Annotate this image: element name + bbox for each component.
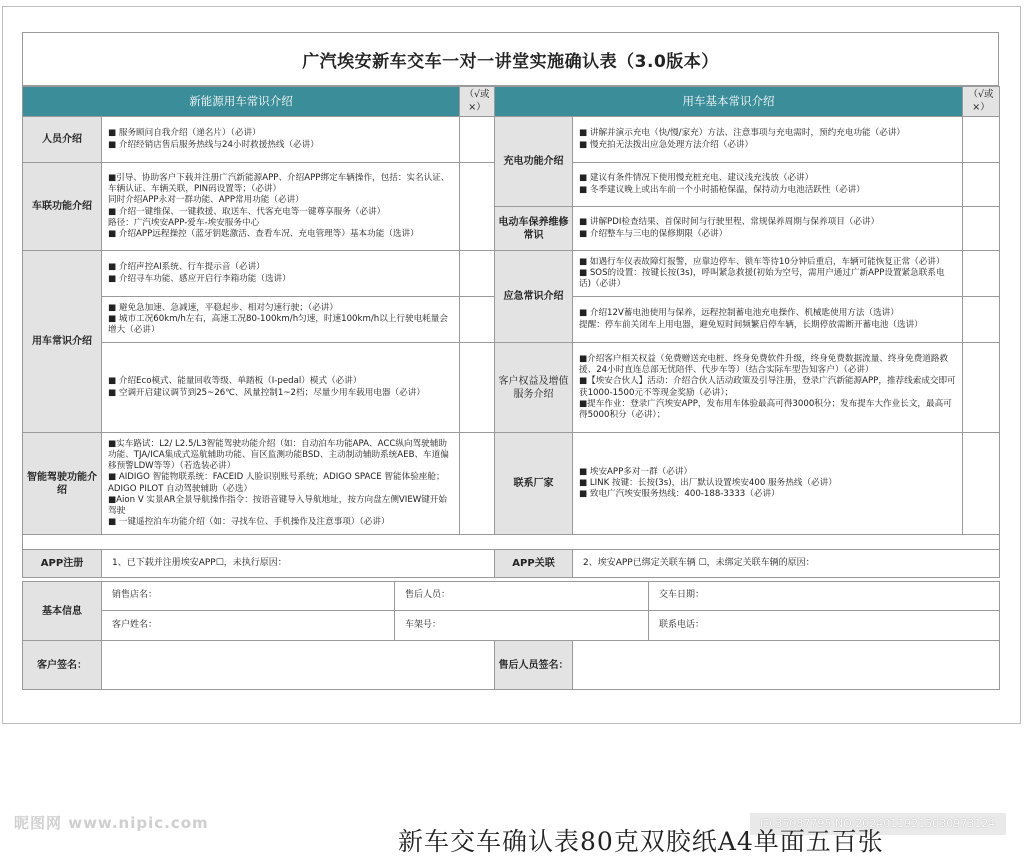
after-sales-signature-field[interactable] bbox=[573, 641, 1000, 690]
label-emergency: 应急常识介绍 bbox=[495, 251, 573, 343]
check-cell[interactable] bbox=[460, 433, 495, 535]
customer-signature-field[interactable] bbox=[102, 641, 495, 690]
field-after-sales[interactable]: 售后人员： bbox=[395, 582, 649, 611]
label-rights: 客户权益及增值服务介绍 bbox=[495, 343, 573, 433]
label-maintenance: 电动车保养维修常识 bbox=[495, 207, 573, 251]
check-cell[interactable] bbox=[460, 251, 495, 297]
label-app-register: APP注册 bbox=[23, 550, 102, 578]
content-staff-intro: ■ 服务顾问自我介绍（递名片）（必讲） ■ 介绍经销店售后服务热线与24小时救援热线（必讲） bbox=[102, 117, 460, 163]
field-phone[interactable]: 联系电话： bbox=[649, 611, 1000, 641]
check-cell[interactable] bbox=[963, 251, 1000, 297]
content-maintenance: ■ 讲解PDI检查结果、首保时间与行驶里程、常规保养周期与保养项目（必讲） ■ 介绍整车与三电的保修期限（必讲） bbox=[573, 207, 963, 251]
content-usage-a: ■ 介绍声控AI系统、行车提示音（必讲） ■ 介绍寻车功能、感应开启行李箱功能（选讲） bbox=[102, 251, 460, 297]
confirmation-table bbox=[22, 86, 1000, 578]
content-usage-c: ■ 介绍Eco模式、能量回收等级、单踏板（I-pedal）模式（必讲） ■ 空调开启建议调节到25~26℃、风量控制1~2档；尽量少用车载用电器（必讲） bbox=[102, 343, 460, 433]
image-id-bar: ID:35087795 NO:20240119215030973124 bbox=[750, 813, 1006, 835]
content-usage-b: ■ 避免急加速、急减速，平稳起步、相对匀速行驶；（必讲） ■ 城市工况60km/h左右，高速工况80-100km/h匀速，时速100km/h以上行驶电耗量会增大（必讲） bbox=[102, 297, 460, 343]
check-cell[interactable] bbox=[963, 117, 1000, 163]
label-app-link: APP关联 bbox=[495, 550, 573, 578]
label-charging: 充电功能介绍 bbox=[495, 117, 573, 207]
caption-text: 新车交车确认表80克双胶纸A4单面五百张 bbox=[398, 827, 884, 856]
check-cell[interactable] bbox=[963, 207, 1000, 251]
label-customer-signature: 客户签名： bbox=[23, 641, 102, 690]
label-staff-intro: 人员介绍 bbox=[23, 117, 102, 163]
field-sales-store[interactable]: 销售店名： bbox=[102, 582, 395, 611]
field-vin[interactable]: 车架号： bbox=[395, 611, 649, 641]
content-rights: ■介绍客户相关权益（免费赠送充电桩、终身免费软件升级，终身免费数据流量、终身免费道路救援、24小时直连总部无忧陪伴、代步车等）（结合实际车型告知客户）（必讲） ■【埃安合伙人】活动：介绍合伙人活动政策及引导注册，登录广汽新能源APP，推荐线索成交即可获1000-1500元不等现金奖励（必讲）； ■提车作业：登录广汽埃安APP，发布用车体验最高可得3000积分；发布提车大作业长文，最高可得5000积分（必讲）； bbox=[573, 343, 963, 433]
header-check-left: （√或×） bbox=[460, 87, 495, 117]
info-table bbox=[22, 581, 1000, 641]
check-cell[interactable] bbox=[460, 343, 495, 433]
label-connectivity: 车联功能介绍 bbox=[23, 163, 102, 251]
header-right: 用车基本常识介绍 bbox=[495, 87, 963, 117]
content-charging-b: ■ 建议有条件情况下使用慢充桩充电、建议浅充浅放（必讲） ■ 冬季建议晚上或出车前一个小时插枪保温，保持动力电池活跃性（必讲） bbox=[573, 163, 963, 207]
label-usage: 用车常识介绍 bbox=[23, 251, 102, 433]
check-cell[interactable] bbox=[963, 163, 1000, 207]
header-check-right: （√或×） bbox=[963, 87, 1000, 117]
content-contact: ■ 埃安APP多对一群（必讲） ■ LINK 按键：长按(3s)，出厂默认设置埃安400 服务热线（必讲） ■ 致电广汽埃安服务热线：400-188-3333（必讲） bbox=[573, 433, 963, 535]
content-emergency-a: ■ 如遇行车仪表故障灯报警，应靠边停车、锁车等待10分钟后重启，车辆可能恢复正常（必讲） ■ SOS的设置：按键长按(3s)，呼叫紧急救援(初始为空号，需用户通过广新APP设置紧急联系电话)（必讲） bbox=[573, 251, 963, 297]
check-cell[interactable] bbox=[460, 297, 495, 343]
watermark: 昵图网 www.nipic.com bbox=[14, 814, 209, 832]
field-customer-name[interactable]: 客户姓名： bbox=[102, 611, 395, 641]
label-contact: 联系厂家 bbox=[495, 433, 573, 535]
label-smart-driving: 智能驾驶功能介绍 bbox=[23, 433, 102, 535]
signature-table bbox=[22, 640, 1000, 690]
label-basic-info: 基本信息 bbox=[23, 582, 102, 641]
label-after-sales-signature: 售后人员签名： bbox=[495, 641, 573, 690]
content-smart-driving: ■实车路试：L2/ L2.5/L3智能驾驶功能介绍（如：自动泊车功能APA、ACC纵向驾驶辅助功能、TJA/ICA集成式巡航辅助功能、盲区监测功能BSD、主动制动辅助系统AEB、车道偏移预警LDW等等）（若选装必讲） ■ AIDIGO 智能物联系统：FACEID 人脸识别账号系统；ADIGO SPACE 智能体验座舱；ADIGO PILOT 自动驾驶辅助（必选） ■Aion V 实景AR全景导航操作指令：按语音键导入导航地址，按方向盘左侧VIEW键开始驾驶 ■ 一键遥控泊车功能介绍（如：寻找车位、手机操作及注意事项）（必讲） bbox=[102, 433, 460, 535]
check-cell[interactable] bbox=[963, 297, 1000, 343]
check-cell[interactable] bbox=[460, 163, 495, 251]
check-cell[interactable] bbox=[460, 117, 495, 163]
content-charging-a: ■ 讲解并演示充电（快/慢/家充）方法、注意事项与充电需时，预约充电功能（必讲） ■ 慢充拍无法拨出应急处理方法介绍（必讲） bbox=[573, 117, 963, 163]
header-left: 新能源用车常识介绍 bbox=[23, 87, 460, 117]
app-link-text[interactable]: 2、埃安APP已绑定关联车辆 ☐，未绑定关联车辆的原因： bbox=[573, 550, 1000, 578]
app-register-text[interactable]: 1、已下载并注册埃安APP☐，未执行原因： bbox=[102, 550, 495, 578]
page-title: 广汽埃安新车交车一对一讲堂实施确认表（3.0版本） bbox=[22, 32, 999, 86]
spacer-row bbox=[23, 535, 1000, 550]
check-cell[interactable] bbox=[963, 343, 1000, 433]
content-emergency-b: ■ 介绍12V蓄电池使用与保养，远程控制蓄电池充电操作、机械匙使用方法（选讲） 提醒：停车前关闭车上用电器，避免短时间频繁启停车辆，长期停放需断开蓄电池（选讲） bbox=[573, 297, 963, 343]
content-connectivity: ■引导、协助客户下载并注册广汽新能源APP、介绍APP绑定车辆操作，包括：实名认证、车辆认证、车辆关联，PIN码设置等；（必讲） 同时介绍APP永对一群功能、APP常用功能（必讲） ■ 介绍一键维保、一键救援、取送车、代客充电等一键尊享服务（必讲） 路径：广汽埃安APP-爱车-埃安服务中心 ■ 介绍APP远程操控（蓝牙钥匙激活、查看车况、充电管理等）基本功能（选讲） bbox=[102, 163, 460, 251]
check-cell[interactable] bbox=[963, 433, 1000, 535]
field-delivery-date[interactable]: 交车日期： bbox=[649, 582, 1000, 611]
